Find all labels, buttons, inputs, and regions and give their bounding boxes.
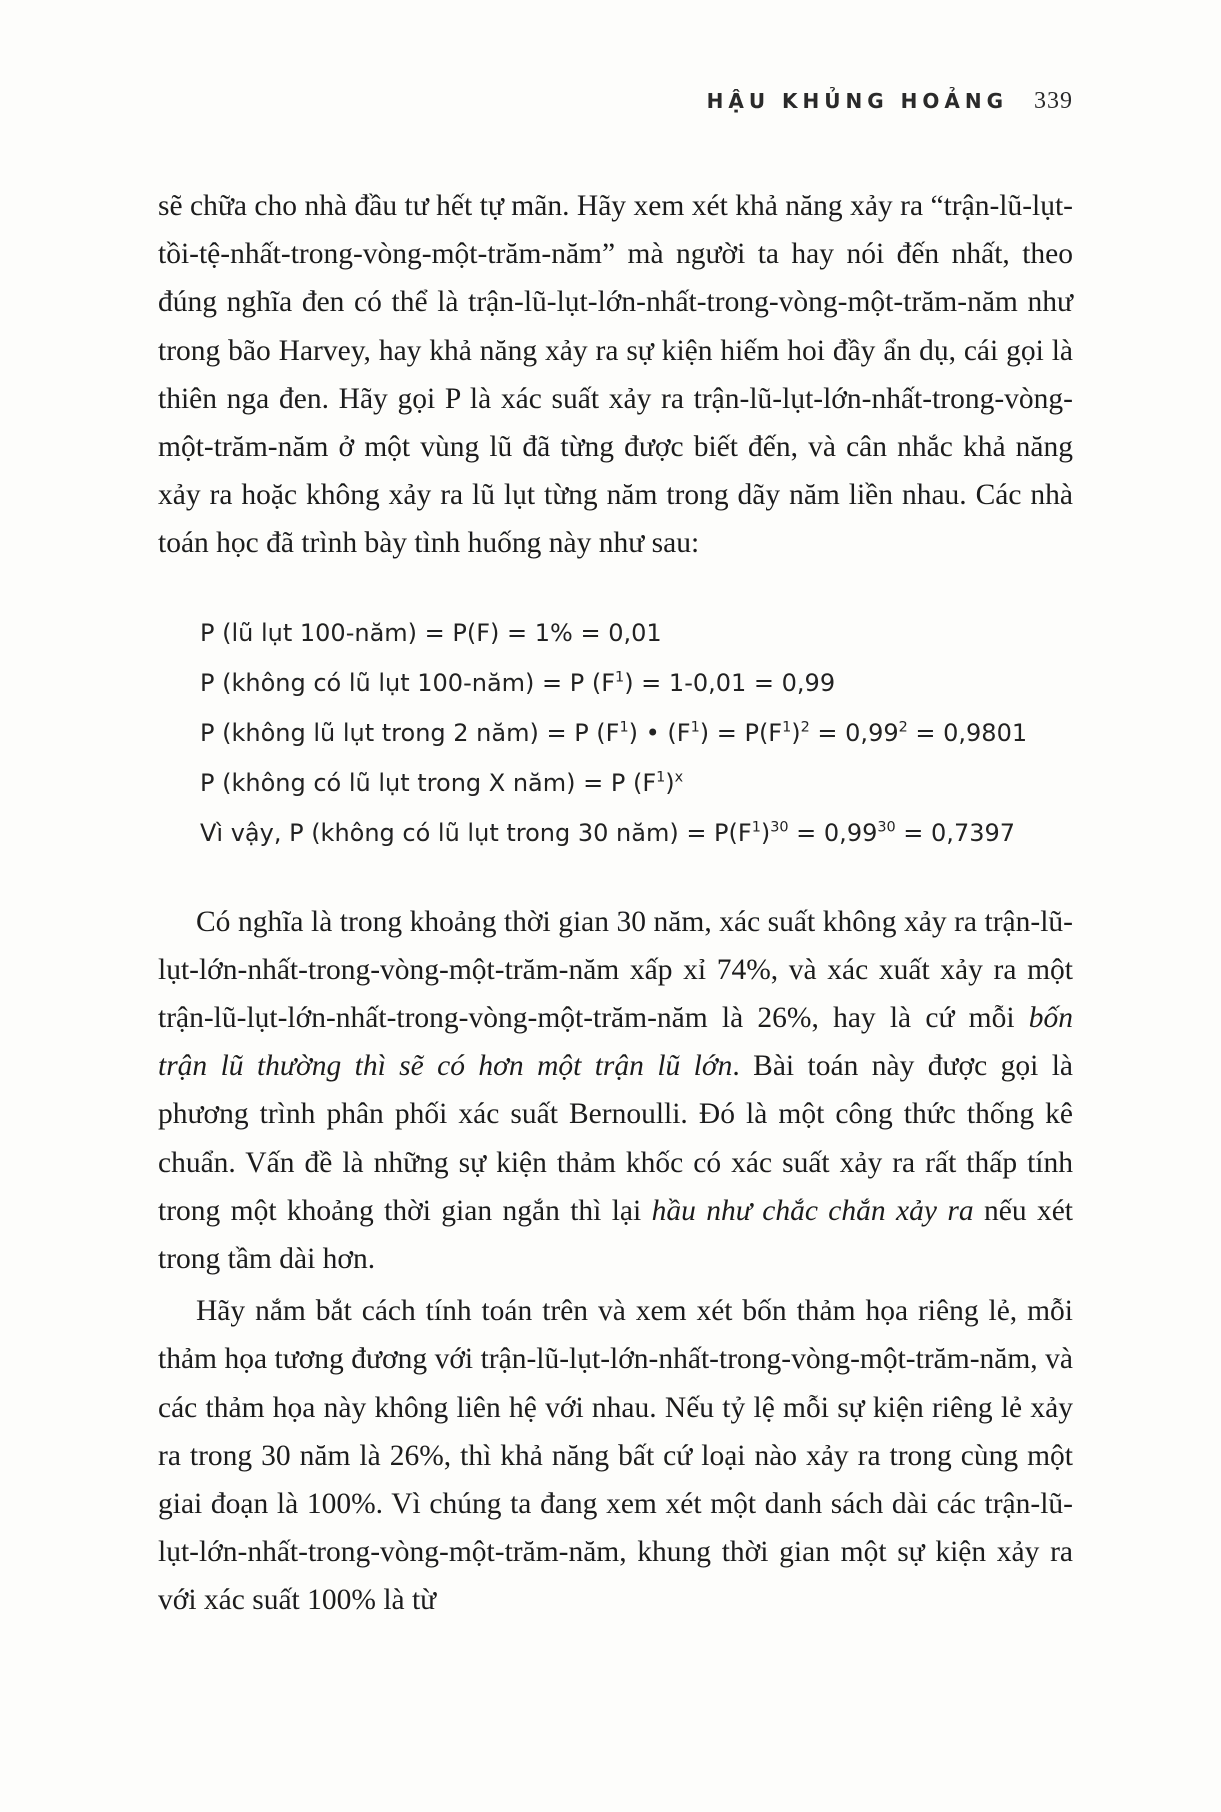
italic-phrase-1: bốn trận lũ thường thì sẽ có hơn một trận lũ lớn [158,1002,1073,1083]
italic-phrase-2: hầu như chắc chắn xảy ra [651,1194,974,1227]
paragraph-2: Có nghĩa là trong khoảng thời gian 30 năm, xác suất không xảy ra trận-lũ-lụt-lớn-nhất-trong-vòng-một-trăm-năm xấp xỉ 74%, và xác xuất xảy ra một trận-lũ-lụt-lớn-nhất-trong-vòng-một-trăm-năm là 26%, hay là cứ mỗi bốn trận lũ thường thì sẽ có hơn một trận lũ lớn. Bài toán này được gọi là phương trình phân phối xác suất Bernoulli. Đó là một công thức thống kê chuẩn. Vấn đề là những sự kiện thảm khốc có xác suất xảy ra rất thấp tính trong một khoảng thời gian ngắn thì lại hầu như chắc chắn xảy ra nếu xét trong tầm dài hơn. [158,905,1073,1276]
formula-4: P (không có lũ lụt trong X năm) = P $(F^1)^x$ [200,768,684,797]
formula-5: Vì vậy, P (không có lũ lụt trong 30 năm) = $P(F^1)^{30} = 0,99^{30} = 0,7397$ [200,818,1016,847]
page-number: 339 [1034,88,1073,114]
formula-2: P (không có lũ lụt 100-năm) = P $(F^1) = 1-0,01 = 0,99$ [200,668,836,697]
formula-block [200,608,1073,858]
paragraph-3: Hãy nắm bắt cách tính toán trên và xem xét bốn thảm họa riêng lẻ, mỗi thảm họa tương đương với trận-lũ-lụt-lớn-nhất-trong-vòng-một-trăm-năm, và các thảm họa này không liên hệ với nhau. Nếu tỷ lệ mỗi sự kiện riêng lẻ xảy ra trong 30 năm là 26%, thì khả năng bất cứ loại nào xảy ra trong cùng một giai đoạn là 100%. Vì chúng ta đang xem xét một danh sách dài các trận-lũ-lụt-lớn-nhất-trong-vòng-một-trăm-năm, khung thời gian một sự kiện xảy ra với xác suất 100% là từ [158,1295,1073,1617]
running-title: HẬU KHỦNG HOẢNG [706,89,1008,113]
formula-1: P (lũ lụt 100-năm) = P(F) = 1% = 0,01 [200,618,662,647]
paragraph-1: sẽ chữa cho nhà đầu tư hết tự mãn. Hãy xem xét khả năng xảy ra “trận-lũ-lụt-tồi-tệ-nhất-trong-vòng-một-trăm-năm” mà người ta hay nói đến nhất, theo đúng nghĩa đen có thể là trận-lũ-lụt-lớn-nhất-trong-vòng-một-trăm-năm như trong bão Harvey, hay khả năng xảy ra sự kiện hiếm hoi đầy ẩn dụ, cái gọi là thiên nga đen. Hãy gọi P là xác suất xảy ra trận-lũ-lụt-lớn-nhất-trong-vòng-một-trăm-năm ở một vùng lũ đã từng được biết đến, và cân nhắc khả năng xảy ra hoặc không xảy ra lũ lụt từng năm trong dãy năm liền nhau. Các nhà toán học đã trình bày tình huống này như sau: [158,190,1073,560]
formula-3: P (không lũ lụt trong 2 năm) = P $(F^1)$ • $(F^1) = P(F^1)^2 = 0,99^2 = 0,9801$ [200,718,1028,747]
page-body [158,182,1073,1625]
running-header [707,88,1073,115]
